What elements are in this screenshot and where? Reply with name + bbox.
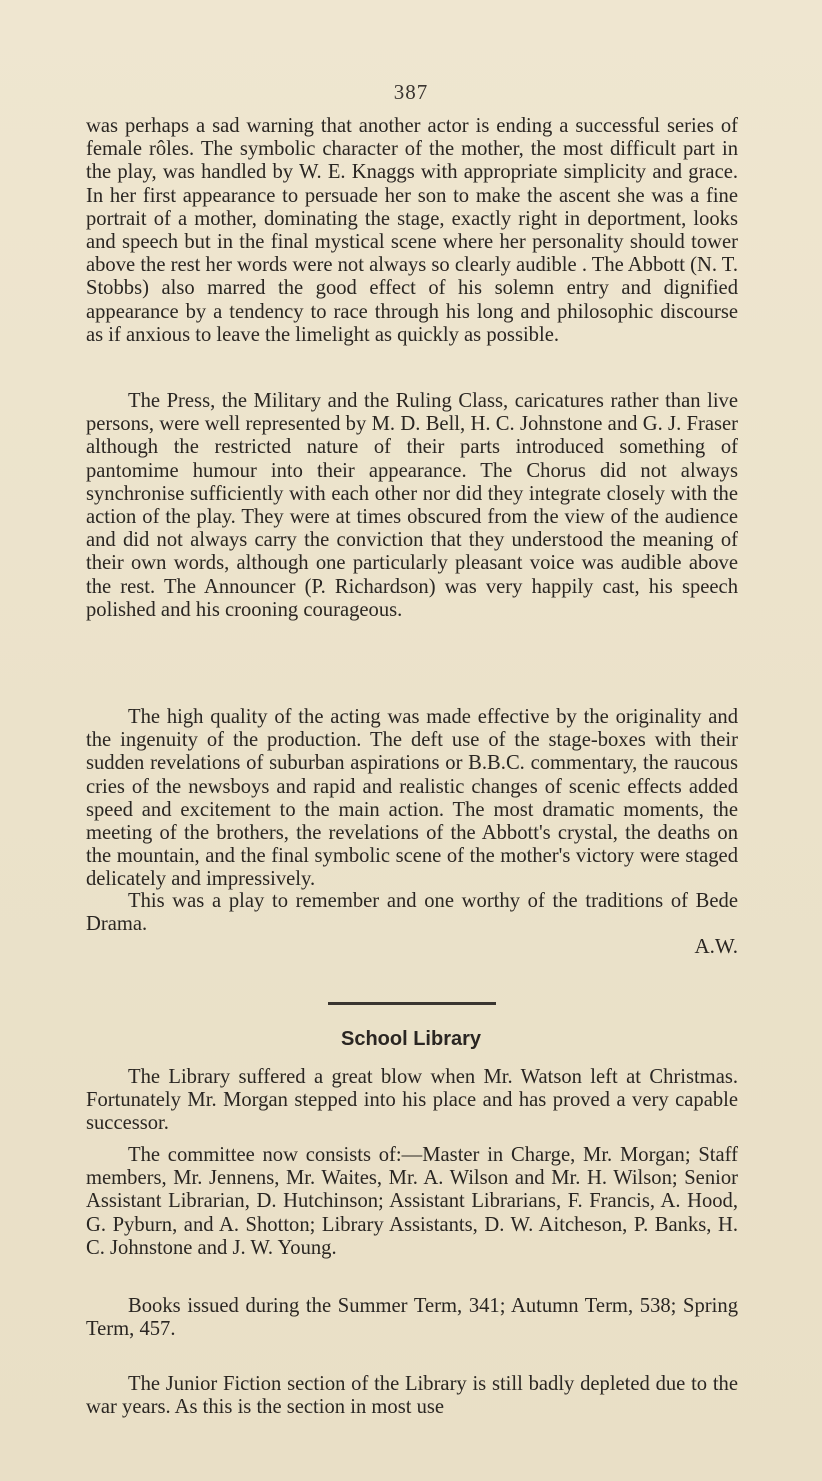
- paragraph-text: The Library suffered a great blow when Mr. Watson left at Christmas. Fortunately Mr. Morgan stepped into his place and has proved a very capable successor.: [86, 1066, 738, 1135]
- author-signature: A.W.: [694, 934, 738, 958]
- library-paragraph-4: [86, 1373, 738, 1419]
- review-paragraph-1: [86, 115, 738, 347]
- paragraph-text: Books issued during the Summer Term, 341; Autumn Term, 538; Spring Term, 457.: [86, 1295, 738, 1341]
- section-heading: School Library: [340, 1028, 482, 1050]
- paragraph-text: The Junior Fiction section of the Library is still badly depleted due to the war years. As this is the section in most use: [86, 1373, 738, 1419]
- paragraph-text: was perhaps a sad warning that another actor is ending a successful series of female rôles. The symbolic character of the mother, the most difficult part in the play, was handled by W. E. Knaggs with appropriate simplicity and grace. In her first appearance to persuade her son to make the ascent she was a fine portrait of a mother, dominating the stage, exactly right in deportment, looks and speech but in the final mystical scene where her personality should tower above the rest her words were not always so clearly audible . The Abbott (N. T. Stobbs) also marred the good effect of his solemn entry and dignified appearance by a tendency to race through his long and philosophic discourse as if anxious to leave the limelight as quickly as possible.: [86, 115, 738, 346]
- review-paragraph-2: [86, 390, 738, 622]
- review-paragraph-3: [86, 706, 738, 892]
- paragraph-text: The Press, the Military and the Ruling Class, caricatures rather than live persons, were well represented by M. D. Bell, H. C. Johnstone and G. J. Fraser although the restricted nature of their parts introduced something of pantomime humour into their appearance. The Chorus did not always synchronise sufficiently with each other nor did they integrate closely with the action of the play. They were at times obscured from the view of the audience and did not always carry the conviction that they understood the meaning of their own words, although one particularly pleasant voice was audible above the rest. The Announcer (P. Richardson) was very happily cast, his speech polished and his crooning courageous.: [86, 390, 738, 621]
- review-paragraph-4: [86, 890, 738, 936]
- library-paragraph-1: [86, 1066, 738, 1136]
- page-number: 387: [393, 80, 429, 104]
- paragraph-text: The high quality of the acting was made effective by the originality and the ingenuity of the production. The deft use of the stage-boxes with their sudden revelations of suburban aspirations or B.B.C. commentary, the raucous cries of the newsboys and rapid and realistic changes of scenic effects added speed and excitement to the main action. The most dramatic moments, the meeting of the brothers, the revelations of the Abbott's crystal, the deaths on the mountain, and the final symbolic scene of the mother's victory were staged delicately and impressively.: [86, 706, 738, 891]
- library-paragraph-3: [86, 1295, 738, 1341]
- section-divider: [328, 1002, 496, 1005]
- paragraph-text: The committee now consists of:—Master in Charge, Mr. Morgan; Staff members, Mr. Jennens, Mr. Waites, Mr. A. Wilson and Mr. H. Wilson; Senior Assistant Librarian, D. Hutchinson; Assistant Librarians, F. Francis, A. Hood, G. Pyburn, and A. Shotton; Library Assistants, D. W. Aitcheson, P. Banks, H. C. Johnstone and J. W. Young.: [86, 1144, 738, 1259]
- paragraph-text: This was a play to remember and one worthy of the traditions of Bede Drama.: [86, 890, 738, 936]
- library-paragraph-2: [86, 1144, 738, 1260]
